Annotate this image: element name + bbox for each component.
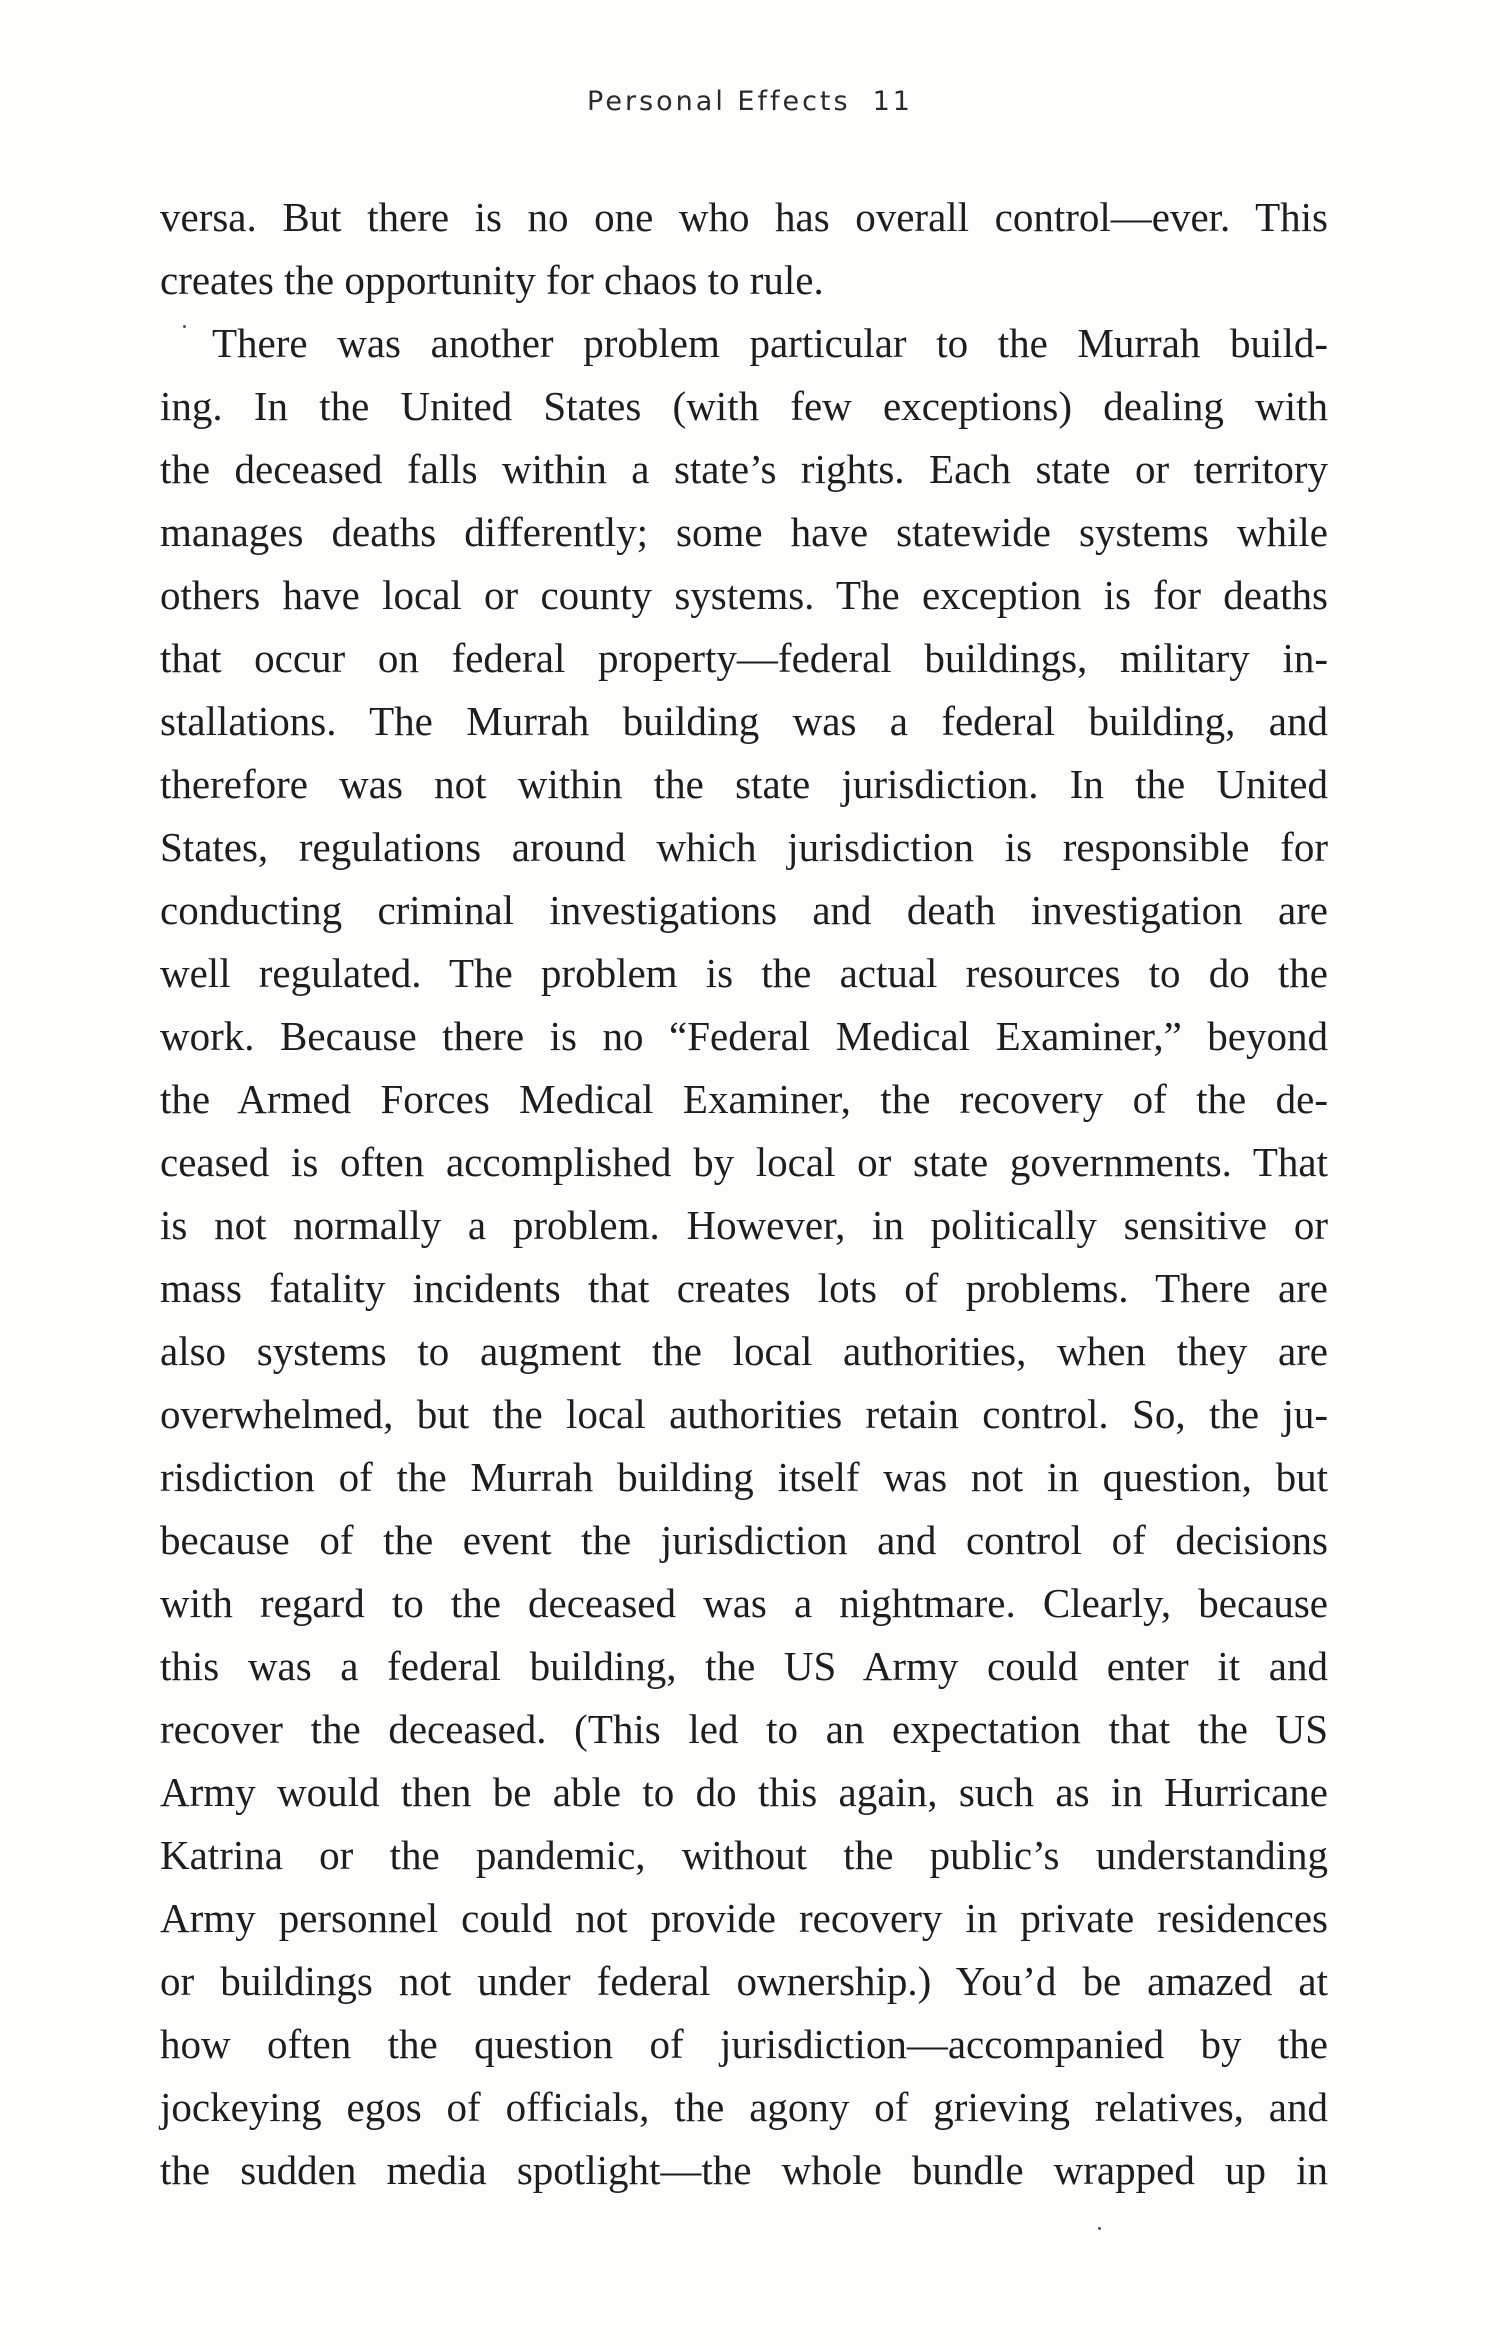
text-line: Army personnel could not provide recovery in private residences (160, 1895, 1328, 1941)
text-line: Katrina or the pandemic, without the public’s understanding (160, 1832, 1328, 1878)
text-line: others have local or county systems. The exception is for deaths (160, 572, 1328, 618)
running-head-title: Personal Effects (587, 86, 851, 117)
text-line: jockeying egos of officials, the agony of grieving relatives, and (160, 2084, 1328, 2130)
text-line: that occur on federal property—federal buildings, military in- (160, 635, 1328, 681)
text-line: States, regulations around which jurisdiction is responsible for (160, 824, 1328, 870)
text-line: creates the opportunity for chaos to rule. (160, 257, 824, 303)
paragraph-first-line: There was another problem particular to the Murrah build- (212, 320, 1328, 366)
text-line: work. Because there is no “Federal Medical Examiner,” beyond (160, 1013, 1328, 1059)
text-line: the sudden media spotlight—the whole bundle wrapped up in (160, 2147, 1328, 2193)
text-line: how often the question of jurisdiction—accompanied by the (160, 2021, 1328, 2067)
text-line: risdiction of the Murrah building itself was not in question, but (160, 1454, 1328, 1500)
scan-speck (183, 325, 186, 328)
running-head (0, 86, 1500, 117)
text-line: well regulated. The problem is the actual resources to do the (160, 950, 1328, 996)
text-line: recover the deceased. (This led to an expectation that the US (160, 1706, 1328, 1752)
text-line: therefore was not within the state jurisdiction. In the United (160, 761, 1328, 807)
text-line: also systems to augment the local authorities, when they are (160, 1328, 1328, 1374)
body-text (160, 186, 1328, 2202)
text-line: versa. But there is no one who has overall control—ever. This (160, 194, 1328, 240)
text-line: stallations. The Murrah building was a federal building, and (160, 698, 1328, 744)
text-line: ing. In the United States (with few exceptions) dealing with (160, 383, 1328, 429)
text-line: this was a federal building, the US Army could enter it and (160, 1643, 1328, 1689)
text-line: because of the event the jurisdiction and control of decisions (160, 1517, 1328, 1563)
text-line: or buildings not under federal ownership.) You’d be amazed at (160, 1958, 1328, 2004)
text-line: is not normally a problem. However, in politically sensitive or (160, 1202, 1328, 1248)
text-line: mass fatality incidents that creates lots of problems. There are (160, 1265, 1328, 1311)
text-line: overwhelmed, but the local authorities retain control. So, the ju- (160, 1391, 1328, 1437)
page-number: 11 (872, 86, 913, 117)
scan-speck (1098, 2227, 1101, 2230)
text-line: Army would then be able to do this again, such as in Hurricane (160, 1769, 1328, 1815)
text-line: conducting criminal investigations and death investigation are (160, 887, 1328, 933)
text-line: manages deaths differently; some have statewide systems while (160, 509, 1328, 555)
text-line: the deceased falls within a state’s rights. Each state or territory (160, 446, 1328, 492)
text-line: ceased is often accomplished by local or state governments. That (160, 1139, 1328, 1185)
text-line: with regard to the deceased was a nightmare. Clearly, because (160, 1580, 1328, 1626)
text-line: the Armed Forces Medical Examiner, the recovery of the de- (160, 1076, 1328, 1122)
